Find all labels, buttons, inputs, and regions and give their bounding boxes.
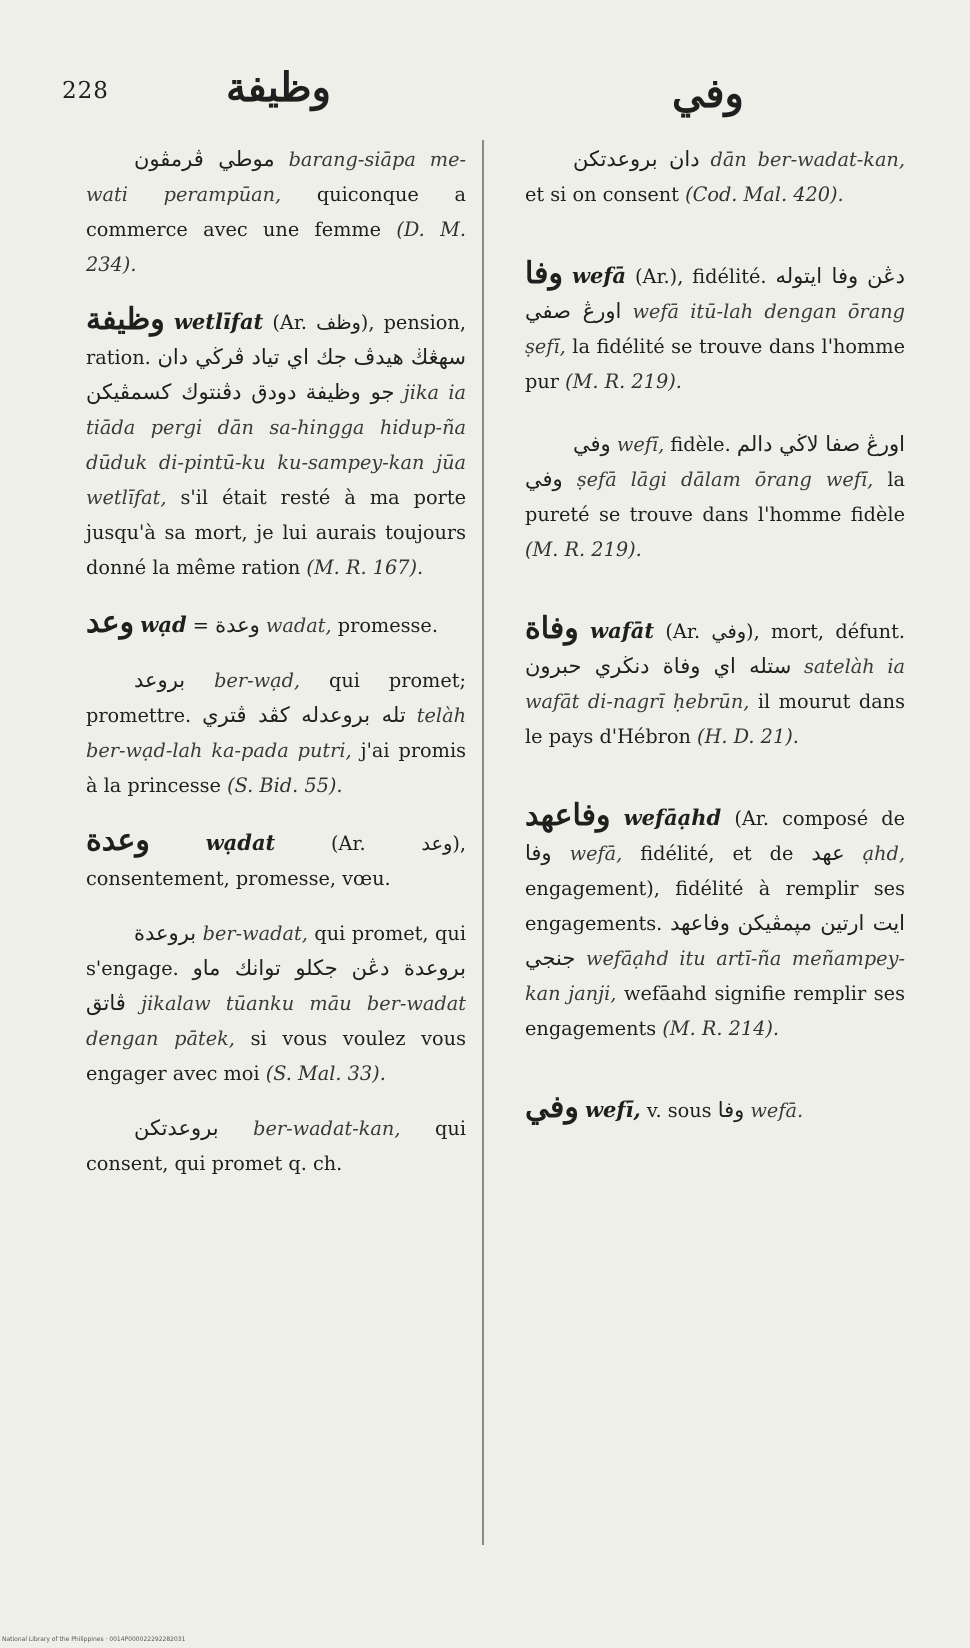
definition: promesse.	[331, 614, 438, 637]
transliteration: ber-wạd,	[214, 669, 301, 692]
example-translation: il mourut dans le pays d'Hébron	[525, 690, 905, 748]
scan-footer: National Library of the Philippines · 0014P000022292282031	[2, 1636, 186, 1643]
example-transliteration: wefāạhd itu artī-ña meñampey-kan janji,	[525, 947, 905, 1005]
example-arabic: تله بروعدله كڤد ڤتري	[202, 703, 406, 727]
reference: (M. R. 219).	[525, 538, 642, 561]
arabic-text: عهد	[811, 841, 845, 865]
subentry-ber-wadat-kan	[86, 1111, 466, 1181]
arabic-text: بروعدتكن	[134, 1116, 219, 1140]
entry-continuation	[86, 142, 466, 282]
right-column	[525, 142, 905, 1128]
transliteration: wefī,	[616, 433, 665, 456]
headword-arabic: وعدة	[86, 823, 150, 858]
definition: qui promet; promettre.	[86, 669, 466, 727]
headword-arabic: وفي	[525, 1090, 579, 1125]
arabic-text: بروعدة	[134, 921, 197, 945]
headword-arabic: وفا	[525, 256, 563, 291]
reference: (M. R. 167).	[306, 556, 424, 579]
example-transliteration: jikalaw tūanku māu ber-wadat dengan pātek,	[86, 992, 467, 1050]
headword-arabic: وعد	[86, 605, 135, 640]
example-arabic: وفا ايتوله	[775, 264, 859, 288]
left-column	[86, 142, 466, 1181]
example-transliteration: ṣefā lāgi dālam ōrang wefī,	[576, 468, 874, 491]
transliteration: ber-wadat-kan,	[253, 1117, 401, 1140]
definition: engagement), fidélité à remplir ses engagements.	[525, 877, 905, 935]
equals-sign: =	[186, 614, 216, 637]
definition: qui consent, qui promet q. ch.	[86, 1117, 466, 1175]
reference: (S. Mal. 33).	[265, 1062, 386, 1085]
example-transliteration: satelàh ia wafāt di-nagrī ḥebrūn,	[525, 655, 906, 713]
cross-reference: v. sous	[640, 1099, 718, 1122]
entry-wefa	[525, 256, 905, 399]
etymology: (Ar.)	[635, 265, 678, 288]
entry-wad	[86, 605, 466, 643]
arabic-text: وفا	[525, 841, 552, 865]
definition: , fidélité.	[677, 265, 776, 288]
headword-latin: wafāt	[590, 618, 655, 643]
arabic-text: وفا	[717, 1098, 745, 1122]
example-transliteration: telàh ber-wạd-lah ka-pada putri,	[86, 704, 466, 762]
definition: , mort, défunt.	[753, 620, 905, 643]
headword-arabic: وفاة	[525, 611, 579, 646]
example-arabic: ستله اي وفاة دنڬري حبرون	[525, 654, 792, 678]
example-transliteration: wefā itū-lah dengan ōrang ṣefī,	[525, 300, 905, 358]
entry-wafat	[525, 611, 905, 754]
entry-wadat	[86, 823, 466, 896]
subentry-ber-wadat	[86, 916, 466, 1091]
definition: fidélité, et de	[622, 842, 812, 865]
entry-wefi-crossref	[525, 1090, 905, 1128]
example-translation: j'ai promis à la princesse	[86, 739, 467, 797]
etymology: (Ar. وظف)	[272, 311, 369, 334]
example-translation: s'il était resté à ma porte jusqu'à sa mort, je lui aurais toujours donné la même ration	[86, 486, 466, 579]
headword-latin: wefī,	[584, 1097, 641, 1122]
headword-latin: wạdat	[205, 830, 276, 855]
reference: (M. R. 219).	[565, 370, 682, 393]
etymology: (Ar. وفي)	[665, 620, 754, 643]
example-arabic: صفا لاڬي دالم	[736, 432, 861, 456]
reference: (D. M. 234).	[86, 218, 466, 276]
definition: et si on consent	[525, 183, 686, 206]
left-running-headword: وظيفة	[226, 64, 331, 111]
headword-latin: wefā	[571, 263, 627, 288]
reference: (M. R. 214).	[662, 1017, 780, 1040]
headword-latin: wạd	[140, 612, 187, 637]
arabic-text: بروعد	[134, 668, 186, 692]
entry-wefaahd	[525, 798, 905, 1046]
reference: (Cod. Mal. 420).	[685, 183, 844, 206]
transliteration: wefā.	[750, 1099, 804, 1122]
entry-continuation	[525, 142, 905, 212]
definition: , consentement, promesse, vœu.	[86, 832, 466, 890]
example-transliteration: jika ia tiāda pergi dān sa-hingga hidup-ña dūduk di-pintū-ku ku-sampey-kan jūa wetlīfat,	[86, 381, 466, 509]
subentry-ber-wad	[86, 663, 466, 803]
transliteration: barang-siāpa me-wati perampūan,	[86, 148, 466, 206]
definition: qui promet, qui s'engage.	[86, 922, 466, 980]
page-number: 228	[62, 78, 109, 104]
transliteration: dān ber-wadat-kan,	[710, 148, 905, 171]
example-arabic: ايت ارتين مپمڤيكن جنجي	[525, 911, 906, 970]
example-arabic: جكلو توانك ماو	[192, 956, 338, 980]
definition: , pension, ration.	[86, 311, 466, 369]
example-translation: la fidélité se trouve dans l'homme pur	[525, 335, 905, 393]
transliteration: ber-wadat,	[202, 922, 308, 945]
example-arabic: دڠن اورڠ صفي	[525, 264, 905, 323]
example-arabic: جك اي تياد ڤرڬي دان	[157, 345, 347, 369]
definition: quiconque a commerce avec une femme	[86, 183, 466, 241]
transliteration: wadat,	[265, 614, 332, 637]
etymology: (Ar. وعد)	[330, 832, 460, 855]
example-arabic: جو وظيفة	[305, 380, 395, 404]
headword-latin: wetlīfat	[173, 309, 264, 334]
example-arabic: سهڠڬ هيدڤ دودق دڤنتوك كسمڤيكن	[86, 345, 466, 404]
example-translation: la pureté se trouve dans l'homme fidèle	[525, 468, 905, 526]
arabic-text: وفي	[573, 432, 611, 456]
headword-latin: wefāạhd	[623, 805, 722, 830]
headword-arabic: وفاعهد	[525, 798, 611, 833]
subentry-wefi	[525, 427, 905, 567]
definition: fidèle.	[664, 433, 737, 456]
arabic-text: دان بروعدتكن	[573, 147, 700, 171]
entry-wetlifat	[86, 302, 466, 585]
example-arabic: وفاعهد	[670, 911, 730, 935]
arabic-text: وعدة	[215, 613, 260, 637]
reference: (H. D. 21).	[697, 725, 799, 748]
reference: (S. Bid. 55).	[227, 774, 343, 797]
transliteration: ạhd,	[862, 842, 905, 865]
transliteration: wefā,	[569, 842, 623, 865]
example-translation: si vous voulez vous engager avec moi	[86, 1027, 466, 1085]
column-divider	[482, 140, 484, 1545]
arabic-text: موطي ڤرمڤون	[134, 147, 275, 171]
example-arabic: بروعدة دڠن ڤاتق	[86, 956, 466, 1015]
headword-arabic: وظيفة	[86, 302, 165, 337]
right-running-headword: وفي	[672, 70, 744, 117]
example-translation: wefāahd signifie remplir ses engagements	[525, 982, 905, 1040]
etymology: (Ar. composé de	[721, 807, 905, 830]
example-arabic: اورڠ وفي	[525, 432, 905, 491]
